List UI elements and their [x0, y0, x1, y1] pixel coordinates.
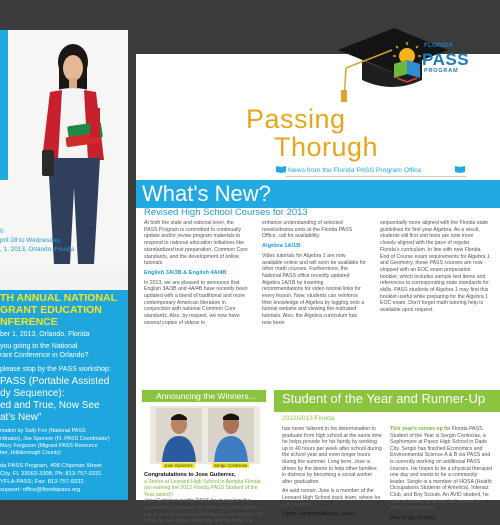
paragraph: a Senior at Leonard High School in Apopka Florida (an earning the 2013 Florida PASS Student of the Year award)!	[144, 478, 261, 498]
conference-panel	[0, 290, 128, 500]
address-line: da PASS Program, 408 Chipman Street	[0, 463, 102, 469]
closing-line: Again, congratulations, Jose!	[282, 511, 355, 518]
workshop-title: dy Sequence):	[0, 388, 65, 399]
section-subtitle: 2012/2013 Florida	[282, 415, 335, 422]
student-photo-area	[0, 30, 128, 270]
paragraph: Video tutorials for Algebra 1 are now available online and will soon be available for other math courses. Furthermore, the National PASS office recently updated Algebra 1A/1B by inserting recommendations for video tutorial links for every lesson. Now, students can reinforce their knowledge of Algebra by logging onto a tutorial website and viewing the indicated tutorials. Also, the Algebra curriculum has now been	[262, 252, 366, 326]
paragraph: enhance understanding of selected novels/drama units at the Florida PASS Office; call for availability.	[262, 220, 353, 240]
presenter-line: Mary Ferguson (Migrant PASS Resource	[0, 443, 98, 449]
newsletter-subtitle: News from the Florida PASS Program Office	[288, 167, 422, 174]
photo-caption: Sergio Contreras	[214, 463, 248, 468]
back-page	[0, 30, 128, 500]
conference-date: ber 1, 2013, Orlando, Florida	[0, 331, 90, 338]
logo-program-text: PROGRAM	[424, 68, 459, 74]
conference-heading: NFERENCE	[0, 316, 58, 328]
winners-article	[144, 472, 266, 525]
presenter-line: her, Hillsborough County)	[0, 450, 61, 456]
winners-photo	[150, 406, 260, 464]
workshop-title: at's New”	[0, 412, 42, 423]
article-column	[390, 426, 494, 524]
address-line: City, FL 33563-3308; Ph: 813-757-9331	[0, 471, 102, 477]
newsletter-title: Thorugh	[274, 132, 379, 162]
paragraph: An avid runner, Jose is a member of the Leonard High School track team, where he runs hurdles.	[282, 488, 381, 508]
conference-heading: GRANT EDUCATION	[0, 304, 102, 316]
paragraph: At both the state and national level, the PASS Program is committed to continually update and/or revise program materials to respond to national education initiatives like standardized test preparation, Common Core standards, and the development of online tutorials.	[144, 220, 248, 267]
book-icon	[455, 165, 465, 173]
workshop-title: PASS (Portable Assisted	[0, 376, 110, 387]
presenter-line: mation by Sally Fox (National PASS	[0, 428, 86, 434]
paragraph: sequentially more aligned with the Florida state guidelines for first year Algebra. As a result, students will first unit tests are now more closely aligned with the pace of regular Florida's curriculum. In line with new Florida End of Course exam requirements for Algebra 1 and Geometry, these PASS courses are now shipped with an EOC exam preparation booklet, which includes sample test items and references to corresponding state standards for skills. PASS students of Algebra 1 may find this booklet useful while preparing for the Algebra 1 EOC exam. Don't forget math tutoring help is available upon request.	[380, 220, 490, 314]
section-title: Student of the Year and Runner-Up	[282, 391, 486, 406]
date-line: pril 28 to Wednesday,	[0, 237, 62, 244]
newsletter-title: Passing	[246, 104, 346, 134]
newsletter-front-page	[136, 42, 500, 525]
address-line: YFLA-PASS; Fax: 813-757-9332	[0, 479, 84, 485]
article-lead: This year's runner-up	[390, 426, 443, 432]
article-lead: Congratulations to Jose Gutierrez,	[144, 472, 236, 478]
photo-caption: Jose Gutierrez	[164, 463, 193, 468]
article-column	[282, 426, 382, 521]
paragraph: has never faltered in his determination to graduate from high school at the same time he helps provide for his family by working up to 40 hours per week after school during the school year and even longer hours during the summer. Long term, Jose is driven by the desire to help other families in distress by becoming a social worker after graduation.	[282, 426, 382, 485]
winners-title: Announcing the Winners...	[156, 391, 256, 401]
date-line: , 1, 2013, Orlando, Florida	[0, 246, 75, 253]
workshop-title: ed and True, Now See	[0, 400, 100, 411]
logo-florida-text: FLORIDA	[424, 42, 453, 49]
article-column	[144, 220, 248, 330]
section-title: What's New?	[142, 181, 271, 206]
divider	[286, 176, 466, 177]
subheading: Algebra 1A/1B	[262, 243, 301, 250]
date-line: 0	[0, 228, 4, 235]
student-with-books-image	[28, 38, 118, 268]
book-icon	[276, 165, 286, 173]
question-line: rant Conference in Orlando?	[0, 352, 89, 359]
article-column	[262, 220, 366, 330]
paragraph: Jose Gutierrez credits PASS for giving him the opportunity to improve his math skills with Algebra 1 A & B as well as his English fluency with English 2A. While he has known adversity and hardship, he	[144, 498, 264, 525]
workshop-invite: please stop by the PASS workshop:	[0, 366, 111, 373]
support-email: support: office@floridapass.org	[0, 487, 81, 493]
date-strip	[0, 30, 8, 180]
conference-heading: TH ANNUAL NATIONAL	[0, 292, 118, 304]
section-subtitle: Revised High School Courses for 2013	[144, 207, 308, 218]
logo-pass-text: PASS	[422, 50, 470, 69]
subheading: English 3A/3B & English 4A/4B	[144, 269, 227, 276]
article-column	[380, 220, 490, 317]
paragraph: for Florida PASS Student of the Year is Sergio Contreras, a Sophomore at Pasco High School in Dade City. Sergio has finished Economics and Environmental Science A & B via PASS and is currently working on additional PASS courses. He hopes to be a physical therapist one day and wants to be a community leader. Sergio is a member of HOSA (Health Occupations Students of America), Interact Club, and Boy Scouts. An AVID student, he also volunteers at school ball games by selling concessions.	[390, 426, 493, 512]
closing-line: Way to go, Sergio!	[390, 514, 436, 521]
presenter-line: rdinator), Joe Spencer (FL PASS Coordinator)	[0, 436, 110, 442]
paragraph: In 2013, we are pleased to announce that English 3A/3B and 4A/4B have recently been updated with a blend of traditional and more contemporary American literature in conjunction with national Common Core standards. Also, by request, we now have several copies of videos to	[144, 279, 248, 326]
question-line: you going to the National	[0, 343, 78, 350]
